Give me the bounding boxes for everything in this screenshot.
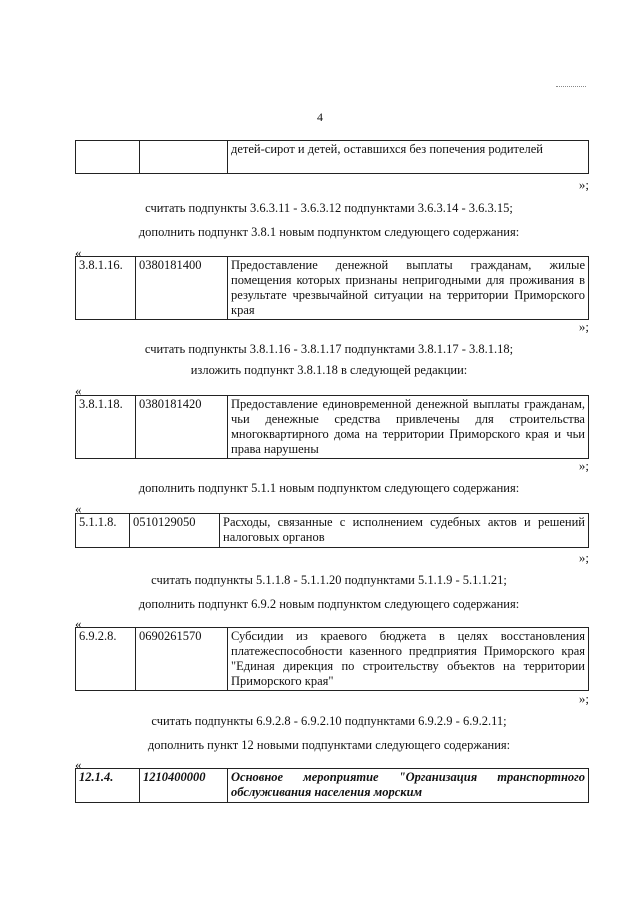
- row-code: 0380181420: [136, 396, 228, 459]
- row-code: 0510129050: [130, 514, 220, 548]
- instruction-paragraph: дополнить подпункт 3.8.1 новым подпунктом следующего содержания:: [138, 225, 520, 239]
- closing-quote: »;: [578, 177, 589, 192]
- page-number: 4: [317, 110, 323, 124]
- opening-quote: «: [75, 501, 82, 516]
- opening-quote: «: [75, 616, 82, 631]
- opening-quote: «: [75, 245, 82, 260]
- table-row: [75, 395, 589, 459]
- instruction-paragraph: считать подпункты 5.1.1.8 - 5.1.1.20 подпунктами 5.1.1.9 - 5.1.1.21;: [151, 573, 507, 587]
- row-code: [140, 141, 228, 174]
- row-number: 12.1.4.: [76, 769, 140, 803]
- row-description: Расходы, связанные с исполнением судебных актов и решений налоговых органов: [220, 514, 589, 548]
- scan-artifact: [556, 86, 586, 90]
- instruction-paragraph: дополнить пункт 12 новыми подпунктами следующего содержания:: [147, 738, 511, 752]
- row-number: 3.8.1.18.: [76, 396, 136, 459]
- instruction-paragraph: считать подпункты 6.9.2.8 - 6.9.2.10 подпунктами 6.9.2.9 - 6.9.2.11;: [151, 714, 507, 728]
- row-number: 5.1.1.8.: [76, 514, 130, 548]
- row-code: 0690261570: [136, 628, 228, 691]
- opening-quote: «: [75, 757, 82, 772]
- table-row: [75, 513, 589, 548]
- row-code: 1210400000: [140, 769, 228, 803]
- instruction-paragraph: изложить подпункт 3.8.1.18 в следующей редакции:: [190, 363, 468, 377]
- row-number: 3.8.1.16.: [76, 257, 136, 320]
- instruction-paragraph: дополнить подпункт 5.1.1 новым подпунктом следующего содержания:: [138, 481, 520, 495]
- table-row: [75, 768, 589, 803]
- row-description: Предоставление денежной выплаты гражданам, жилые помещения которых признаны непригодными для проживания в результате чрезвычайной ситуации на территории Приморского края: [228, 257, 589, 320]
- instruction-paragraph: считать подпункты 3.6.3.11 - 3.6.3.12 подпунктами 3.6.3.14 - 3.6.3.15;: [145, 201, 513, 215]
- row-description: Субсидии из краевого бюджета в целях восстановления платежеспособности казенного предприятия Приморского края "Единая дирекция по строительству объектов на территории Приморского края": [228, 628, 589, 691]
- closing-quote: »;: [578, 458, 589, 473]
- closing-quote: »;: [578, 319, 589, 334]
- row-number: 6.9.2.8.: [76, 628, 136, 691]
- row-description: детей-сирот и детей, оставшихся без попечения родителей: [228, 141, 589, 174]
- row-code: 0380181400: [136, 257, 228, 320]
- table-row: [75, 256, 589, 320]
- row-description: Основное мероприятие "Организация транспортного обслуживания населения морским: [228, 769, 589, 803]
- row-description: Предоставление единовременной денежной выплаты гражданам, чьи денежные средства привлечены для строительства многоквартирного дома на территории Приморского края и чьи права нарушены: [228, 396, 589, 459]
- table-row: [75, 140, 589, 174]
- instruction-paragraph: считать подпункты 3.8.1.16 - 3.8.1.17 подпунктами 3.8.1.17 - 3.8.1.18;: [144, 342, 514, 356]
- instruction-paragraph: дополнить подпункт 6.9.2 новым подпунктом следующего содержания:: [138, 597, 520, 611]
- table-row: [75, 627, 589, 691]
- closing-quote: »;: [578, 550, 589, 565]
- closing-quote: »;: [578, 691, 589, 706]
- opening-quote: «: [75, 383, 82, 398]
- row-number: [76, 141, 140, 174]
